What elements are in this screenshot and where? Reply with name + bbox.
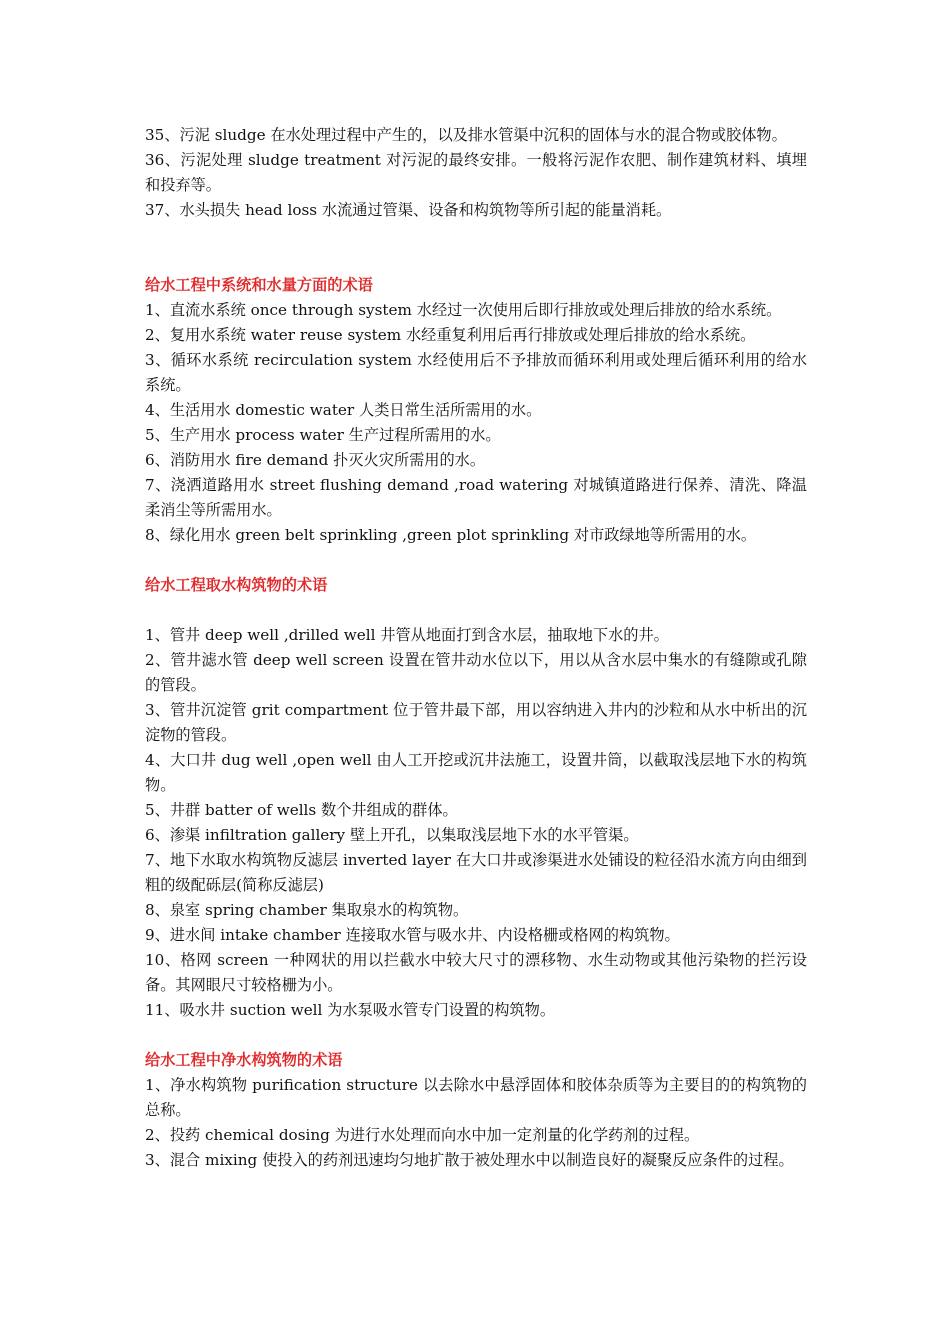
list-item: 35、污泥 sludge 在水处理过程中产生的，以及排水管渠中沉积的固体与水的混合物或胶体物。 bbox=[145, 126, 787, 144]
list-item: 1、直流水系统 once through system 水经过一次使用后即行排放或处理后排放的给水系统。 bbox=[145, 301, 782, 319]
list-item: 3、循环水系统 recirculation system 水经使用后不予排放而循环利用或处理后循环利用的给水系统。 bbox=[145, 351, 807, 394]
section-heading: 给水工程中净水构筑物的术语 bbox=[145, 1051, 343, 1069]
spacer bbox=[145, 548, 807, 573]
list-item: 11、吸水井 suction well 为水泵吸水管专门设置的构筑物。 bbox=[145, 1001, 556, 1019]
list-item: 7、浇洒道路用水 street flushing demand ,road watering 对城镇道路进行保养、清洗、降温柔消尘等所需用水。 bbox=[145, 476, 807, 519]
spacer bbox=[145, 223, 807, 273]
list-item: 8、绿化用水 green belt sprinkling ,green plot sprinkling 对市政绿地等所需用的水。 bbox=[145, 526, 757, 544]
list-item: 4、生活用水 domestic water 人类日常生活所需用的水。 bbox=[145, 401, 542, 419]
list-item: 2、复用水系统 water reuse system 水经重复利用后再行排放或处理后排放的给水系统。 bbox=[145, 326, 756, 344]
list-item: 10、格网 screen 一种网状的用以拦截水中较大尺寸的漂移物、水生动物或其他污染物的拦污设备。其网眼尺寸较格栅为小。 bbox=[145, 951, 807, 994]
list-item: 2、投药 chemical dosing 为进行水处理而向水中加一定剂量的化学药剂的过程。 bbox=[145, 1126, 700, 1144]
list-item: 3、混合 mixing 使投入的药剂迅速均匀地扩散于被处理水中以制造良好的凝聚反应条件的过程。 bbox=[145, 1151, 794, 1169]
section-purification-structures bbox=[145, 1048, 807, 1173]
list-item: 7、地下水取水构筑物反滤层 inverted layer 在大口井或渗渠进水处铺设的粒径沿水流方向由细到粗的级配砾层(简称反滤层) bbox=[145, 851, 807, 894]
section-heading: 给水工程中系统和水量方面的术语 bbox=[145, 276, 373, 294]
list-item: 4、大口井 dug well ,open well 由人工开挖或沉井法施工，设置井筒，以截取浅层地下水的构筑物。 bbox=[145, 751, 807, 794]
document-page bbox=[145, 123, 807, 1173]
list-item: 1、管井 deep well ,drilled well 井管从地面打到含水层，抽取地下水的井。 bbox=[145, 626, 669, 644]
section-heading: 给水工程取水构筑物的术语 bbox=[145, 576, 328, 594]
list-item: 36、污泥处理 sludge treatment 对污泥的最终安排。一般将污泥作农肥、制作建筑材料、填埋和投弃等。 bbox=[145, 151, 807, 194]
list-item: 5、井群 batter of wells 数个井组成的群体。 bbox=[145, 801, 458, 819]
spacer bbox=[145, 598, 807, 623]
list-item: 5、生产用水 process water 生产过程所需用的水。 bbox=[145, 426, 501, 444]
list-item: 6、渗渠 infiltration gallery 壁上开孔，以集取浅层地下水的水平管渠。 bbox=[145, 826, 639, 844]
list-item: 3、管井沉淀管 grit compartment 位于管井最下部，用以容纳进入井内的沙粒和从水中析出的沉淀物的管段。 bbox=[145, 701, 807, 744]
list-item: 1、净水构筑物 purification structure 以去除水中悬浮固体和胶体杂质等为主要目的的构筑物的总称。 bbox=[145, 1076, 807, 1119]
list-item: 37、水头损失 head loss 水流通过管渠、设备和构筑物等所引起的能量消耗。 bbox=[145, 201, 672, 219]
list-item: 8、泉室 spring chamber 集取泉水的构筑物。 bbox=[145, 901, 469, 919]
list-item: 6、消防用水 fire demand 扑灭火灾所需用的水。 bbox=[145, 451, 486, 469]
intro-block bbox=[145, 123, 807, 223]
section-intake-structures bbox=[145, 573, 807, 1023]
list-item: 2、管井滤水管 deep well screen 设置在管井动水位以下，用以从含水层中集水的有缝隙或孔隙的管段。 bbox=[145, 651, 807, 694]
section-system-water-volume bbox=[145, 273, 807, 548]
list-item: 9、进水间 intake chamber 连接取水管与吸水井、内设格栅或格网的构筑物。 bbox=[145, 926, 680, 944]
spacer bbox=[145, 1023, 807, 1048]
